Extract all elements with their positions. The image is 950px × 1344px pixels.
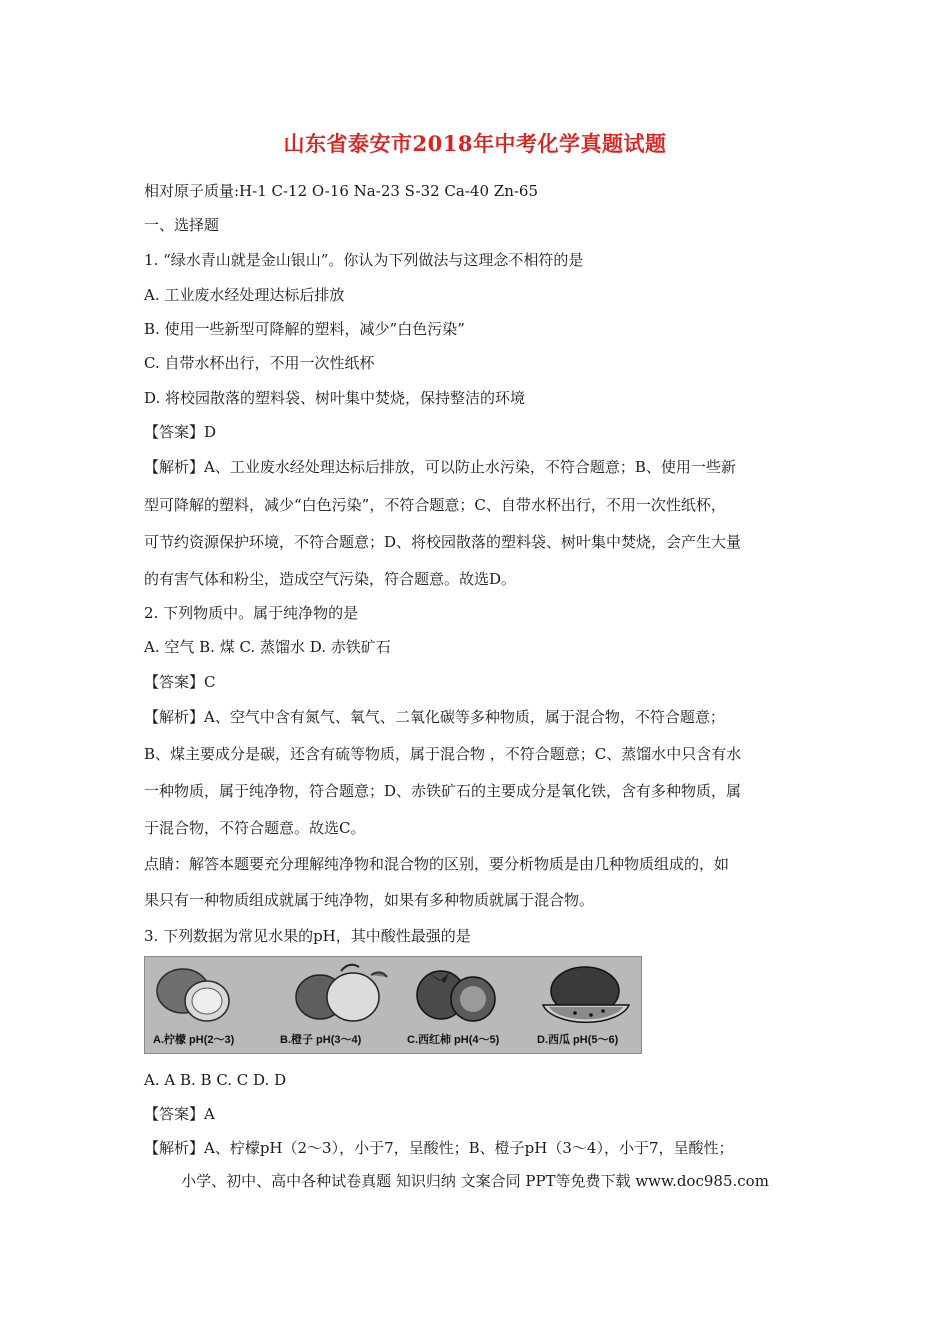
- orange-icon: [296, 965, 387, 1021]
- tomato-icon: [417, 971, 495, 1021]
- caption-orange: B.橙子 pH(3～4): [280, 1034, 362, 1046]
- text-line: 2. 下列物质中。属于纯净物的是: [144, 604, 359, 622]
- text-line: 【解析】A、空气中含有氮气、氧气、二氧化碳等多种物质，属于混合物，不符合题意；: [144, 708, 725, 726]
- text-line: 【解析】A、工业废水经处理达标后排放，可以防止水污染，不符合题意；B、使用一些新: [144, 458, 736, 476]
- text-line: A. 空气 B. 煤 C. 蒸馏水 D. 赤铁矿石: [144, 638, 391, 656]
- atomic-mass-line: 相对原子质量:H-1 C-12 O-16 Na-23 S-32 Ca-40 Zn-65: [144, 182, 539, 200]
- text-line: A. 工业废水经处理达标后排放: [144, 286, 345, 304]
- text-line: 3. 下列数据为常见水果的pH，其中酸性最强的是: [144, 927, 471, 945]
- answer-line: 【答案】A: [144, 1105, 215, 1123]
- caption-watermelon: D.西瓜 pH(5～6): [537, 1034, 619, 1046]
- lemon-icon: [157, 969, 229, 1021]
- answer-line: 【答案】C: [144, 673, 216, 691]
- text-line: 可节约资源保护环境，不符合题意；D、将校园散落的塑料袋、树叶集中焚烧，会产生大量: [144, 533, 742, 551]
- text-line: 于混合物，不符合题意。故选C。: [144, 819, 366, 837]
- text-line: B、煤主要成分是碳，还含有硫等物质，属于混合物 ，不符合题意；C、蒸馏水中只含有水: [144, 745, 742, 763]
- text-line: 点睛：解答本题要充分理解纯净物和混合物的区别，要分析物质是由几种物质组成的，如: [144, 855, 730, 873]
- answer-line: 【答案】D: [144, 423, 217, 441]
- caption-lemon: A.柠檬 pH(2～3): [153, 1034, 235, 1046]
- watermelon-icon: [543, 967, 629, 1022]
- section-heading: 一、选择题: [144, 216, 220, 234]
- page-footer: 小学、初中、高中各种试卷真题 知识归纳 文案合同 PPT等免费下载 www.doc985.com: [181, 1172, 769, 1190]
- text-line: 果只有一种物质组成就属于纯净物，如果有多种物质就属于混合物。: [144, 891, 595, 909]
- caption-tomato: C.西红柿 pH(4～5): [407, 1034, 500, 1046]
- page-title: 山东省泰安市2018年中考化学真题试题: [283, 131, 667, 156]
- text-line: 型可降解的塑料，减少“白色污染”，不符合题意；C、自带水杯出行，不用一次性纸杯，: [144, 496, 726, 514]
- text-line: D. 将校园散落的塑料袋、树叶集中焚烧，保持整洁的环境: [144, 389, 526, 407]
- fruit-ph-figure: [144, 956, 642, 1054]
- text-line: A. A B. B C. C D. D: [144, 1071, 287, 1089]
- text-line: B. 使用一些新型可降解的塑料，减少”白色污染”: [144, 320, 465, 338]
- text-line: 一种物质，属于纯净物，符合题意；D、赤铁矿石的主要成分是氧化铁，含有多种物质，属: [144, 782, 742, 800]
- text-line: 的有害气体和粉尘，造成空气污染，符合题意。故选D。: [144, 570, 517, 588]
- text-line: C. 自带水杯出行，不用一次性纸杯: [144, 354, 375, 372]
- text-line: 1. “绿水青山就是金山银山”。你认为下列做法与这理念不相符的是: [144, 251, 584, 269]
- text-line: 【解析】A、柠檬pH（2～3），小于7，呈酸性；B、橙子pH（3～4），小于7，呈酸性；: [144, 1139, 734, 1157]
